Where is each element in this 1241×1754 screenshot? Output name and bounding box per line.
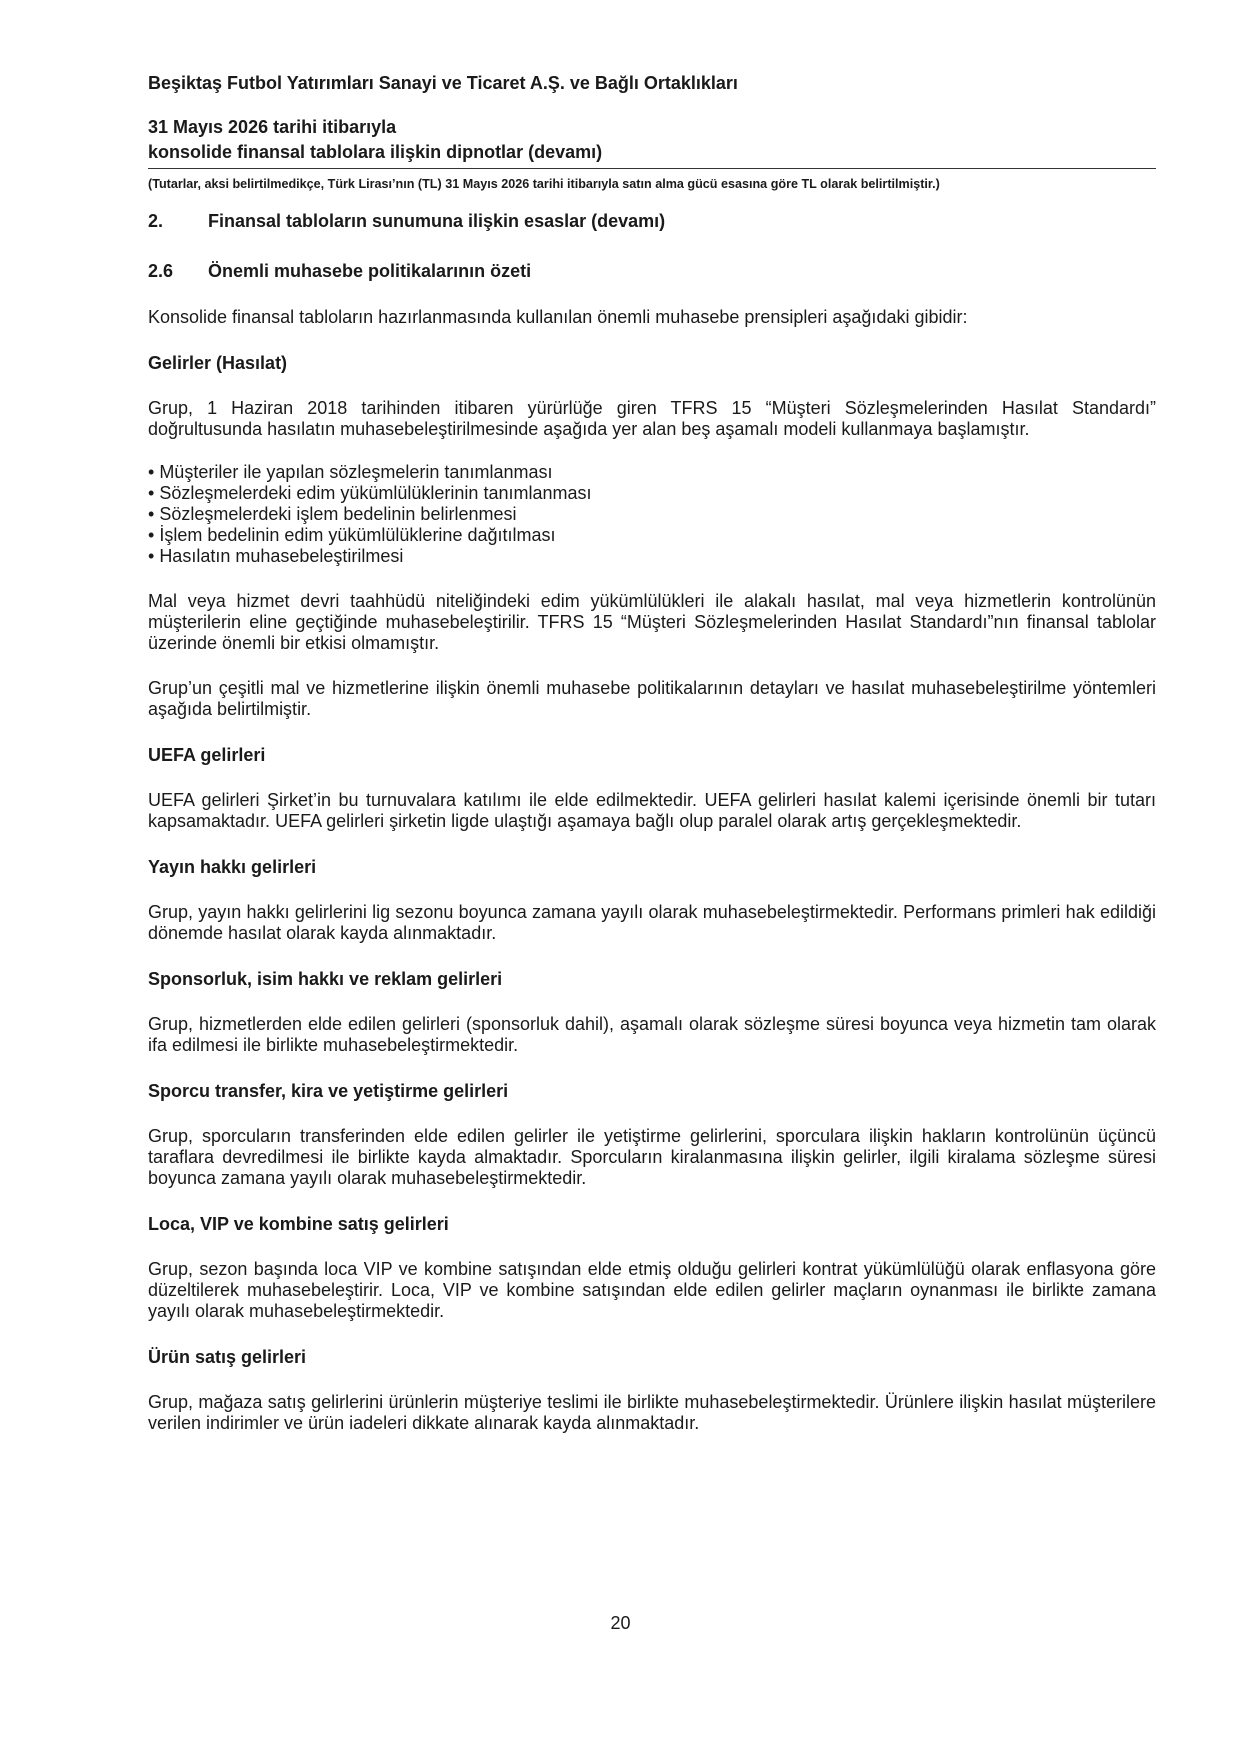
document-page <box>148 72 1156 1434</box>
list-item: • Sözleşmelerdeki edim yükümlülüklerinin tanımlanması <box>148 483 1156 504</box>
section-heading <box>148 210 1156 232</box>
revenue-paragraph-3: Grup’un çeşitli mal ve hizmetlerine ilişkin önemli muhasebe politikalarının detayları ve hasılat muhasebeleştirilme yöntemleri aşağıda belirtilmiştir. <box>148 678 1156 719</box>
list-item: • Sözleşmelerdeki işlem bedelinin belirlenmesi <box>148 504 1156 525</box>
transfer-heading: Sporcu transfer, kira ve yetiştirme gelirleri <box>148 1081 509 1101</box>
list-item: • Müşteriler ile yapılan sözleşmelerin tanımlanması <box>148 462 1156 483</box>
revenue-heading: Gelirler (Hasılat) <box>148 353 288 373</box>
list-item: • İşlem bedelinin edim yükümlülüklerine dağıtılması <box>148 525 1156 546</box>
loca-paragraph: Grup, sezon başında loca VIP ve kombine satışından elde etmiş olduğu gelirleri kontrat yükümlülüğü olarak enflasyona göre düzeltilerek muhasebeleştirir. Loca, VIP ve kombine satışından elde edilen gelirler maçların oynanması ile birlikte zamana yayılı olarak muhasebeleştirmektedir. <box>148 1259 1156 1321</box>
subsection-number: 2.6 <box>148 261 174 281</box>
loca-heading: Loca, VIP ve kombine satış gelirleri <box>148 1214 449 1234</box>
document-subtitle: konsolide finansal tablolara ilişkin dipnotlar (devamı) <box>148 141 1156 169</box>
product-heading: Ürün satış gelirleri <box>148 1347 307 1367</box>
product-paragraph: Grup, mağaza satış gelirlerini ürünlerin müşteriye teslimi ile birlikte muhasebeleştirmektedir. Ürünlere ilişkin hasılat müşterilere verilen indirimler ve ürün iadeleri dikkate alınarak kayda alınmaktadır. <box>148 1392 1156 1433</box>
section-number: 2. <box>148 211 164 231</box>
broadcast-paragraph: Grup, yayın hakkı gelirlerini lig sezonu boyunca zamana yayılı olarak muhasebeleştirmektedir. Performans primleri hak edildiği dönemde hasılat olarak kayda alınmaktadır. <box>148 902 1156 943</box>
broadcast-heading: Yayın hakkı gelirleri <box>148 857 317 877</box>
uefa-paragraph: UEFA gelirleri Şirket’in bu turnuvalara katılımı ile elde edilmektedir. UEFA gelirleri hasılat kalemi içerisinde önemli bir tutarı kapsamaktadır. UEFA gelirleri şirketin ligde ulaştığı aşamaya bağlı olup paralel olarak artış gerçekleşmektedir. <box>148 790 1156 831</box>
subsection-heading <box>148 260 1156 282</box>
page-number: 20 <box>610 1613 631 1633</box>
subsection-title: Önemli muhasebe politikalarının özeti <box>208 261 532 281</box>
uefa-heading: UEFA gelirleri <box>148 745 266 765</box>
transfer-paragraph: Grup, sporcuların transferinden elde edilen gelirler ile yetiştirme gelirlerini, sporculara ilişkin hakların kontrolünün üçüncü taraflara devredilmesi ile birlikte kayda almaktadır. Sporcuların kiralanmasına ilişkin gelirler, ilgili kiralama sözleşme süresi boyunca zamana yayılı olarak muhasebeleştirmektedir. <box>148 1126 1156 1188</box>
sponsorship-paragraph: Grup, hizmetlerden elde edilen gelirleri (sponsorluk dahil), aşamalı olarak sözleşme süresi boyunca veya hizmetin tam olarak ifa edilmesi ile birlikte muhasebeleştirmektedir. <box>148 1014 1156 1055</box>
currency-note: (Tutarlar, aksi belirtilmedikçe, Türk Lirası’nın (TL) 31 Mayıs 2026 tarihi itibarıyla satın alma gücü esasına göre TL olarak belirtilmiştir.) <box>148 177 940 191</box>
report-date: 31 Mayıs 2026 tarihi itibarıyla <box>148 117 397 137</box>
revenue-paragraph-1: Grup, 1 Haziran 2018 tarihinden itibaren yürürlüğe giren TFRS 15 “Müşteri Sözleşmelerinden Hasılat Standardı” doğrultusunda hasılatın muhasebeleştirilmesinde aşağıda yer alan beş aşamalı modeli kullanmaya başlamıştır. <box>148 398 1156 439</box>
section-title: Finansal tabloların sunumuna ilişkin esaslar (devamı) <box>208 211 666 231</box>
company-name: Beşiktaş Futbol Yatırımları Sanayi ve Ticaret A.Ş. ve Bağlı Ortaklıkları <box>148 73 738 93</box>
sponsorship-heading: Sponsorluk, isim hakkı ve reklam gelirleri <box>148 969 503 989</box>
five-step-model-list <box>148 462 1156 567</box>
revenue-paragraph-2: Mal veya hizmet devri taahhüdü niteliğindeki edim yükümlülükleri ile alakalı hasılat, mal veya hizmetlerin kontrolünün müşterilerin eline geçtiğinde muhasebeleştirilir. TFRS 15 “Müşteri Sözleşmelerinden Hasılat Standardı”nın finansal tablolar üzerinde önemli bir etkisi olmamıştır. <box>148 591 1156 653</box>
list-item: • Hasılatın muhasebeleştirilmesi <box>148 546 1156 567</box>
intro-paragraph: Konsolide finansal tabloların hazırlanmasında kullanılan önemli muhasebe prensipleri aşağıdaki gibidir: <box>148 307 968 327</box>
